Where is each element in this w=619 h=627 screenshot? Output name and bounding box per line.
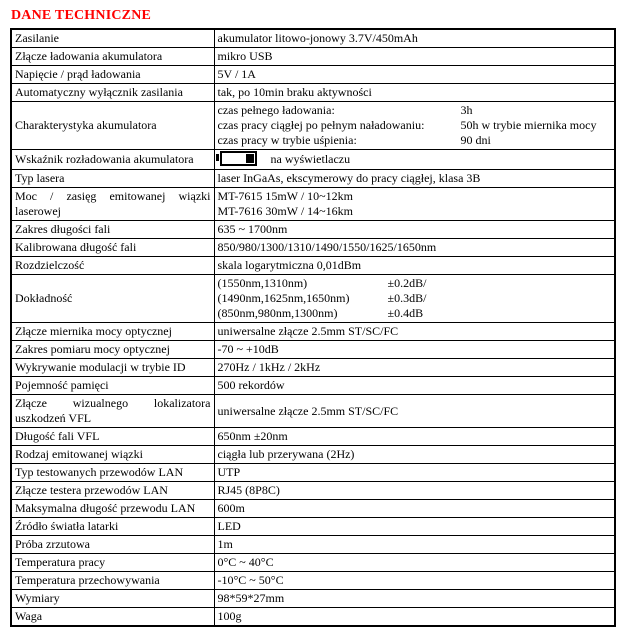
table-row: [11, 377, 615, 395]
table-row: [11, 359, 615, 377]
spec-label: Rodzaj emitowanej wiązki: [11, 446, 214, 464]
table-row: [11, 500, 615, 518]
spec-value: 650nm ±20nm: [214, 428, 615, 446]
spec-label: Wskaźnik rozładowania akumulatora: [11, 150, 214, 170]
table-row: [11, 150, 615, 170]
spec-value: 1m: [214, 536, 615, 554]
spec-label: Zakres pomiaru mocy optycznej: [11, 341, 214, 359]
battery-low-icon: [220, 151, 257, 166]
table-row: [11, 395, 615, 428]
spec-value: 600m: [214, 500, 615, 518]
table-row: [11, 608, 615, 627]
table-row: [11, 572, 615, 590]
spec-value: 100g: [214, 608, 615, 627]
spec-label: Dokładność: [11, 275, 214, 323]
table-row: [11, 341, 615, 359]
table-row: [11, 536, 615, 554]
spec-value-line: MT-7616 30mW / 14~16km: [217, 204, 353, 218]
spec-label: Źródło światła latarki: [11, 518, 214, 536]
spec-sub-label: czas pracy w trybie uśpienia:: [217, 133, 357, 147]
table-row: [11, 66, 615, 84]
spec-value: [214, 275, 615, 323]
spec-value: mikro USB: [214, 48, 615, 66]
table-row: [11, 482, 615, 500]
spec-value: 270Hz / 1kHz / 2kHz: [214, 359, 615, 377]
spec-value-line: MT-7615 15mW / 10~12km: [217, 189, 353, 203]
spec-label: Typ testowanych przewodów LAN: [11, 464, 214, 482]
spec-value: 850/980/1300/1310/1490/1550/1625/1650nm: [214, 239, 615, 257]
spec-value-text: na wyświetlaczu: [270, 152, 351, 166]
spec-label: Charakterystyka akumulatora: [11, 102, 214, 150]
spec-value: 5V / 1A: [214, 66, 615, 84]
spec-label: Temperatura pracy: [11, 554, 214, 572]
spec-value: 635 ~ 1700nm: [214, 221, 615, 239]
table-row: [11, 102, 615, 150]
spec-label: Kalibrowana długość fali: [11, 239, 214, 257]
spec-value: LED: [214, 518, 615, 536]
spec-sub-value: 50h w trybie miernika mocy: [460, 118, 597, 132]
spec-sub-value: ±0.2dB/: [387, 276, 427, 290]
table-row: [11, 554, 615, 572]
table-row: [11, 428, 615, 446]
spec-sub-value: 3h: [460, 103, 473, 117]
spec-label: Wymiary: [11, 590, 214, 608]
spec-value: -70 ~ +10dB: [214, 341, 615, 359]
table-row: [11, 446, 615, 464]
spec-label: Moc / zasięg emitowanej wiązki laserowej: [11, 188, 214, 221]
spec-sub-label: czas pełnego ładowania:: [217, 103, 335, 117]
spec-sub-label: (850nm,980nm,1300nm): [217, 306, 338, 320]
table-row: [11, 257, 615, 275]
table-row: [11, 29, 615, 48]
spec-label: Próba zrzutowa: [11, 536, 214, 554]
spec-label: Wykrywanie modulacji w trybie ID: [11, 359, 214, 377]
spec-value: [214, 150, 615, 170]
spec-label: Pojemność pamięci: [11, 377, 214, 395]
spec-value: [214, 102, 615, 150]
spec-sub-label: (1490nm,1625nm,1650nm): [217, 291, 350, 305]
spec-value: -10°C ~ 50°C: [214, 572, 615, 590]
spec-sub-label: czas pracy ciągłej po pełnym naładowaniu:: [217, 118, 425, 132]
spec-value: uniwersalne złącze 2.5mm ST/SC/FC: [214, 395, 615, 428]
spec-label: Zasilanie: [11, 29, 214, 48]
table-row: [11, 518, 615, 536]
accuracy-values: [218, 276, 612, 321]
spec-sub-label: (1550nm,1310nm): [217, 276, 308, 290]
spec-sub-value: 90 dni: [460, 133, 491, 147]
table-row: [11, 170, 615, 188]
spec-sub-value: ±0.4dB: [387, 306, 424, 320]
spec-label: Złącze testera przewodów LAN: [11, 482, 214, 500]
spec-label: Maksymalna długość przewodu LAN: [11, 500, 214, 518]
spec-label: Napięcie / prąd ładowania: [11, 66, 214, 84]
spec-value: RJ45 (8P8C): [214, 482, 615, 500]
spec-label: Złącze ładowania akumulatora: [11, 48, 214, 66]
table-row: [11, 84, 615, 102]
spec-label: Automatyczny wyłącznik zasilania: [11, 84, 214, 102]
spec-value: akumulator litowo-jonowy 3.7V/450mAh: [214, 29, 615, 48]
spec-label: Rozdzielczość: [11, 257, 214, 275]
spec-value: uniwersalne złącze 2.5mm ST/SC/FC: [214, 323, 615, 341]
table-row: [11, 323, 615, 341]
table-row: [11, 48, 615, 66]
table-row: [11, 464, 615, 482]
spec-label: Zakres długości fali: [11, 221, 214, 239]
spec-value: [214, 188, 615, 221]
table-row: [11, 188, 615, 221]
page-title: DANE TECHNICZNE: [11, 8, 152, 23]
table-row: [11, 221, 615, 239]
spec-sub-value: ±0.3dB/: [387, 291, 427, 305]
spec-value: 98*59*27mm: [214, 590, 615, 608]
spec-label: Długość fali VFL: [11, 428, 214, 446]
table-row: [11, 239, 615, 257]
spec-value: tak, po 10min braku aktywności: [214, 84, 615, 102]
spec-value: 0°C ~ 40°C: [214, 554, 615, 572]
table-row: [11, 590, 615, 608]
spec-value: ciągła lub przerywana (2Hz): [214, 446, 615, 464]
spec-value: skala logarytmiczna 0,01dBm: [214, 257, 615, 275]
spec-value: 500 rekordów: [214, 377, 615, 395]
battery-characteristics: [218, 103, 612, 148]
spec-value: UTP: [214, 464, 615, 482]
spec-label: Waga: [11, 608, 214, 627]
spec-label: Złącze wizualnego lokalizatora uszkodzeń VFL: [11, 395, 214, 428]
spec-label: Temperatura przechowywania: [11, 572, 214, 590]
spec-label: Złącze miernika mocy optycznej: [11, 323, 214, 341]
spec-label: Typ lasera: [11, 170, 214, 188]
table-row: [11, 275, 615, 323]
technical-data-table: [10, 28, 616, 627]
spec-value: laser InGaAs, ekscymerowy do pracy ciągłej, klasa 3B: [214, 170, 615, 188]
